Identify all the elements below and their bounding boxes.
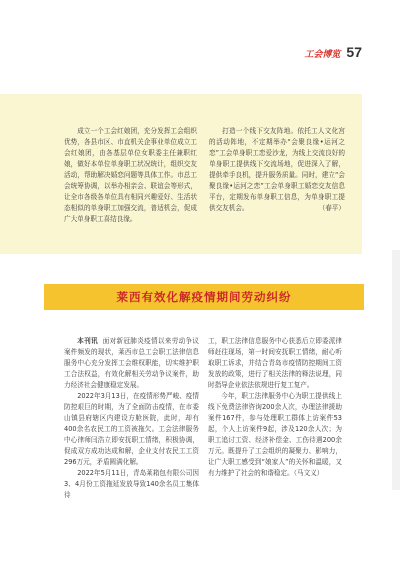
- article-right-p2: 今年，职工法律服务中心为职工提供线上线下免费法律咨询200余人次，办理法律援助案件167件，参与处理职工群体上访案件53起，个人上访案件9起，涉及120余人次；为职工追讨工资、经济补偿金、工伤待遇200余万元。既提升了工会组织的凝聚力、影响力，让广大职工感受到“娘家人”的关怀和温暖，又有力维护了社会的和谐稳定。: [208, 392, 342, 477]
- sidebar-right-paragraph: 打造一个线下交友阵地。依托工人文化宫的活动阵地，不定期举办“会聚良缘•运河之恋”工会单身职工恋爱沙龙，为线上交流良好的单身职工提供线下交流场地，促进深入了解，提供牵手良机，提升服务质量。同时，建立“会聚良缘•运河之恋”工会单身职工婚恋交友信息平台，定期发布单身职工信息，为单身职工提供交友机会。: [209, 127, 345, 212]
- article-right-column: [208, 336, 342, 479]
- page-header: [304, 44, 362, 60]
- sidebar-left-column: [64, 126, 197, 225]
- magazine-name: 工会博览: [304, 50, 341, 60]
- sidebar-right-column: [209, 126, 345, 214]
- page-number: 57: [346, 44, 362, 60]
- article-left-p1-wrap: [64, 336, 199, 391]
- article-title-band: [44, 284, 364, 310]
- page-edge-decoration: [392, 250, 400, 490]
- article-right-source: （马文义）: [293, 469, 324, 477]
- article-left-p3: 2022年5月11日，青岛莱箱包有限公司因3、4月份工资拖延发放导致140余名员工集体待: [64, 469, 199, 499]
- article-title: 莱西有效化解疫情期间劳动纠纷: [116, 290, 292, 304]
- article-right-p2-wrap: [208, 391, 342, 479]
- article-left-p2: 2022年3月13日，在疫情形势严峻、疫情防控艰巨的时期，为了全面防击疫情，在市委山镇县府辖区内建设方舱医院，此时，却有400余名农民工的工资被拖欠。工会法律服务中心律师闫浩立即安抚职工情绪，积极协调，促成双方成功达成和解，企业支付农民工工资296万元，矛盾圆满化解。: [64, 392, 199, 466]
- article-left-p1: 面对新冠肺炎疫情以来劳动争议案件频发的现状，莱西市总工会职工法律信息服务中心充分发挥工会维权职能，切实维护职工合法权益，有效化解相关劳动争议案件，助力经济社会健康稳定发展。: [64, 337, 199, 389]
- sidebar-right-paragraph-wrap: [209, 126, 345, 214]
- sidebar-left-paragraph: 成立一个工会红娘团，充分发挥工会组织优势，各县市区、市直机关企事业单位成立工会红娘团，由各基层单位女职委主任兼职红娘，做好本单位单身职工状况统计，组织交友活动，帮助解决婚恋问题等具体工作。市总工会统筹协调，以举办相亲会、联谊会等形式，让全市各级各单位具有相同兴趣爱好、生活状态相似的单身职工加强交流，普适机会，促成广大单身职工喜结良缘。: [64, 127, 197, 223]
- article-right-p1: 工，职工法律信息服务中心获悉后立即委派律师赶往现场，第一时间安抚职工情绪，耐心听取职工诉求，并结合青岛市疫情防控期间工资发放的政策，进行了相关法律的释法说理，同时指导企业依法依规进行复工复产。: [208, 337, 342, 389]
- sidebar-right-source: （春平）: [318, 204, 345, 212]
- article-left-column: [64, 336, 199, 501]
- article-lead: 本刊讯: [77, 337, 98, 345]
